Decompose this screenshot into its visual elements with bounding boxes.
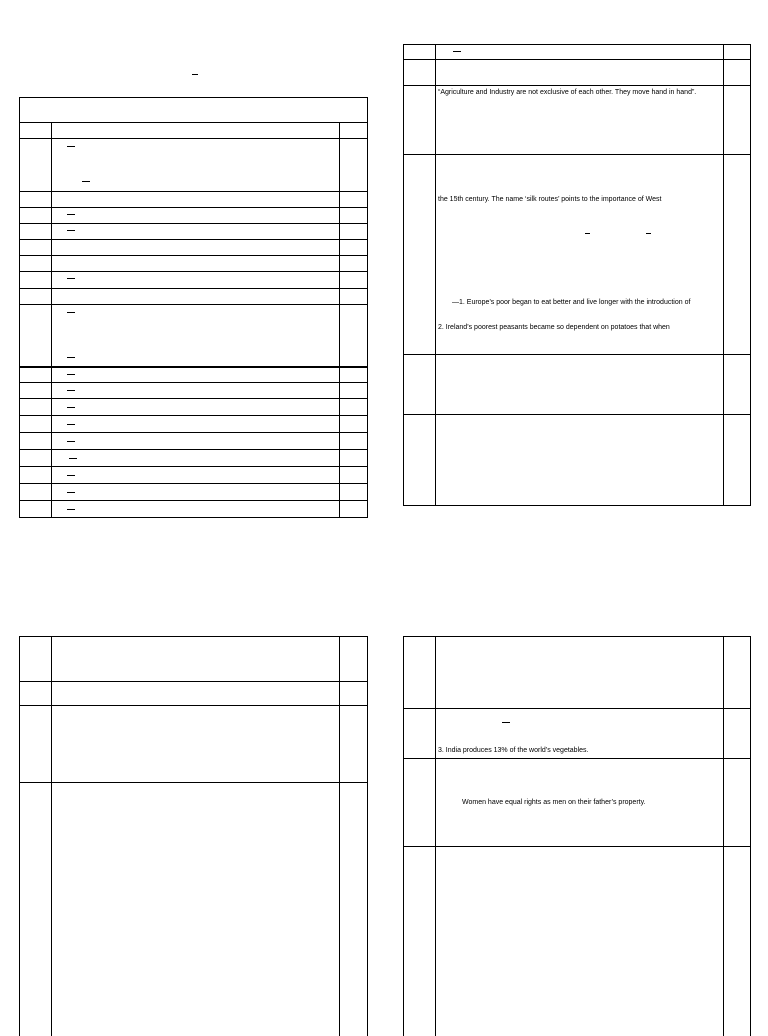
row-divider [20,500,367,501]
cell-dash [67,214,75,215]
row-divider [20,207,367,208]
cell-dash [67,492,75,493]
cell-dash [67,374,75,375]
column-divider [435,637,436,1036]
ireland-potatoes-line: 2. Ireland’s poorest peasants became so dependent on potatoes that when [438,324,670,331]
row-divider [404,154,750,155]
agriculture-quote: “Agriculture and Industry are not exclusive of each other. They move hand in hand”. [438,89,697,96]
row-divider [20,288,367,289]
cell-dash [67,278,75,279]
row-divider [404,59,750,60]
row-divider [20,382,367,383]
bottom-right-table [403,636,751,1036]
column-divider [51,123,52,517]
stray-dash [192,74,198,75]
cell-dash [67,357,75,358]
column-divider [339,637,340,1036]
women-rights-line: Women have equal rights as men on their father’s property. [462,799,646,806]
row-divider [20,705,367,706]
cell-dash [67,441,75,442]
cell-dash [67,146,75,147]
europe-poor-line: —1. Europe’s poor began to eat better and live longer with the introduction of [452,299,691,306]
cell-dash [67,475,75,476]
row-divider [404,758,750,759]
row-divider [20,271,367,272]
column-divider [723,637,724,1036]
row-divider [20,681,367,682]
row-divider [20,449,367,450]
row-divider [20,466,367,467]
row-divider-thick [20,366,367,368]
row-divider [404,846,750,847]
column-divider [51,637,52,1036]
cell-dash [67,424,75,425]
row-divider [20,398,367,399]
row-divider [20,223,367,224]
row-divider [20,483,367,484]
row-divider [20,782,367,783]
cell-dash [67,312,75,313]
row-divider [20,138,367,139]
cell-dash [502,722,510,723]
cell-dash [67,390,75,391]
cell-dash [82,181,90,182]
row-divider [20,122,367,123]
cell-dash [585,233,590,234]
silk-routes-line: the 15th century. The name ‘silk routes’ points to the importance of West [438,196,662,203]
cell-dash [69,458,77,459]
cell-dash [453,51,461,52]
column-divider [723,45,724,505]
cell-dash [67,407,75,408]
row-divider [20,255,367,256]
row-divider [404,708,750,709]
row-divider [20,304,367,305]
row-divider [20,415,367,416]
india-vegetables-line: 3. India produces 13% of the world’s vegetables. [438,747,589,754]
column-divider [435,45,436,505]
top-right-table [403,44,751,506]
column-divider [339,123,340,517]
row-divider [20,239,367,240]
cell-dash [646,233,651,234]
row-divider [20,432,367,433]
bottom-left-table [19,636,368,1036]
top-left-table [19,97,368,518]
cell-dash [67,509,75,510]
row-divider [404,85,750,86]
row-divider [404,354,750,355]
cell-dash [67,230,75,231]
row-divider [20,191,367,192]
row-divider [404,414,750,415]
